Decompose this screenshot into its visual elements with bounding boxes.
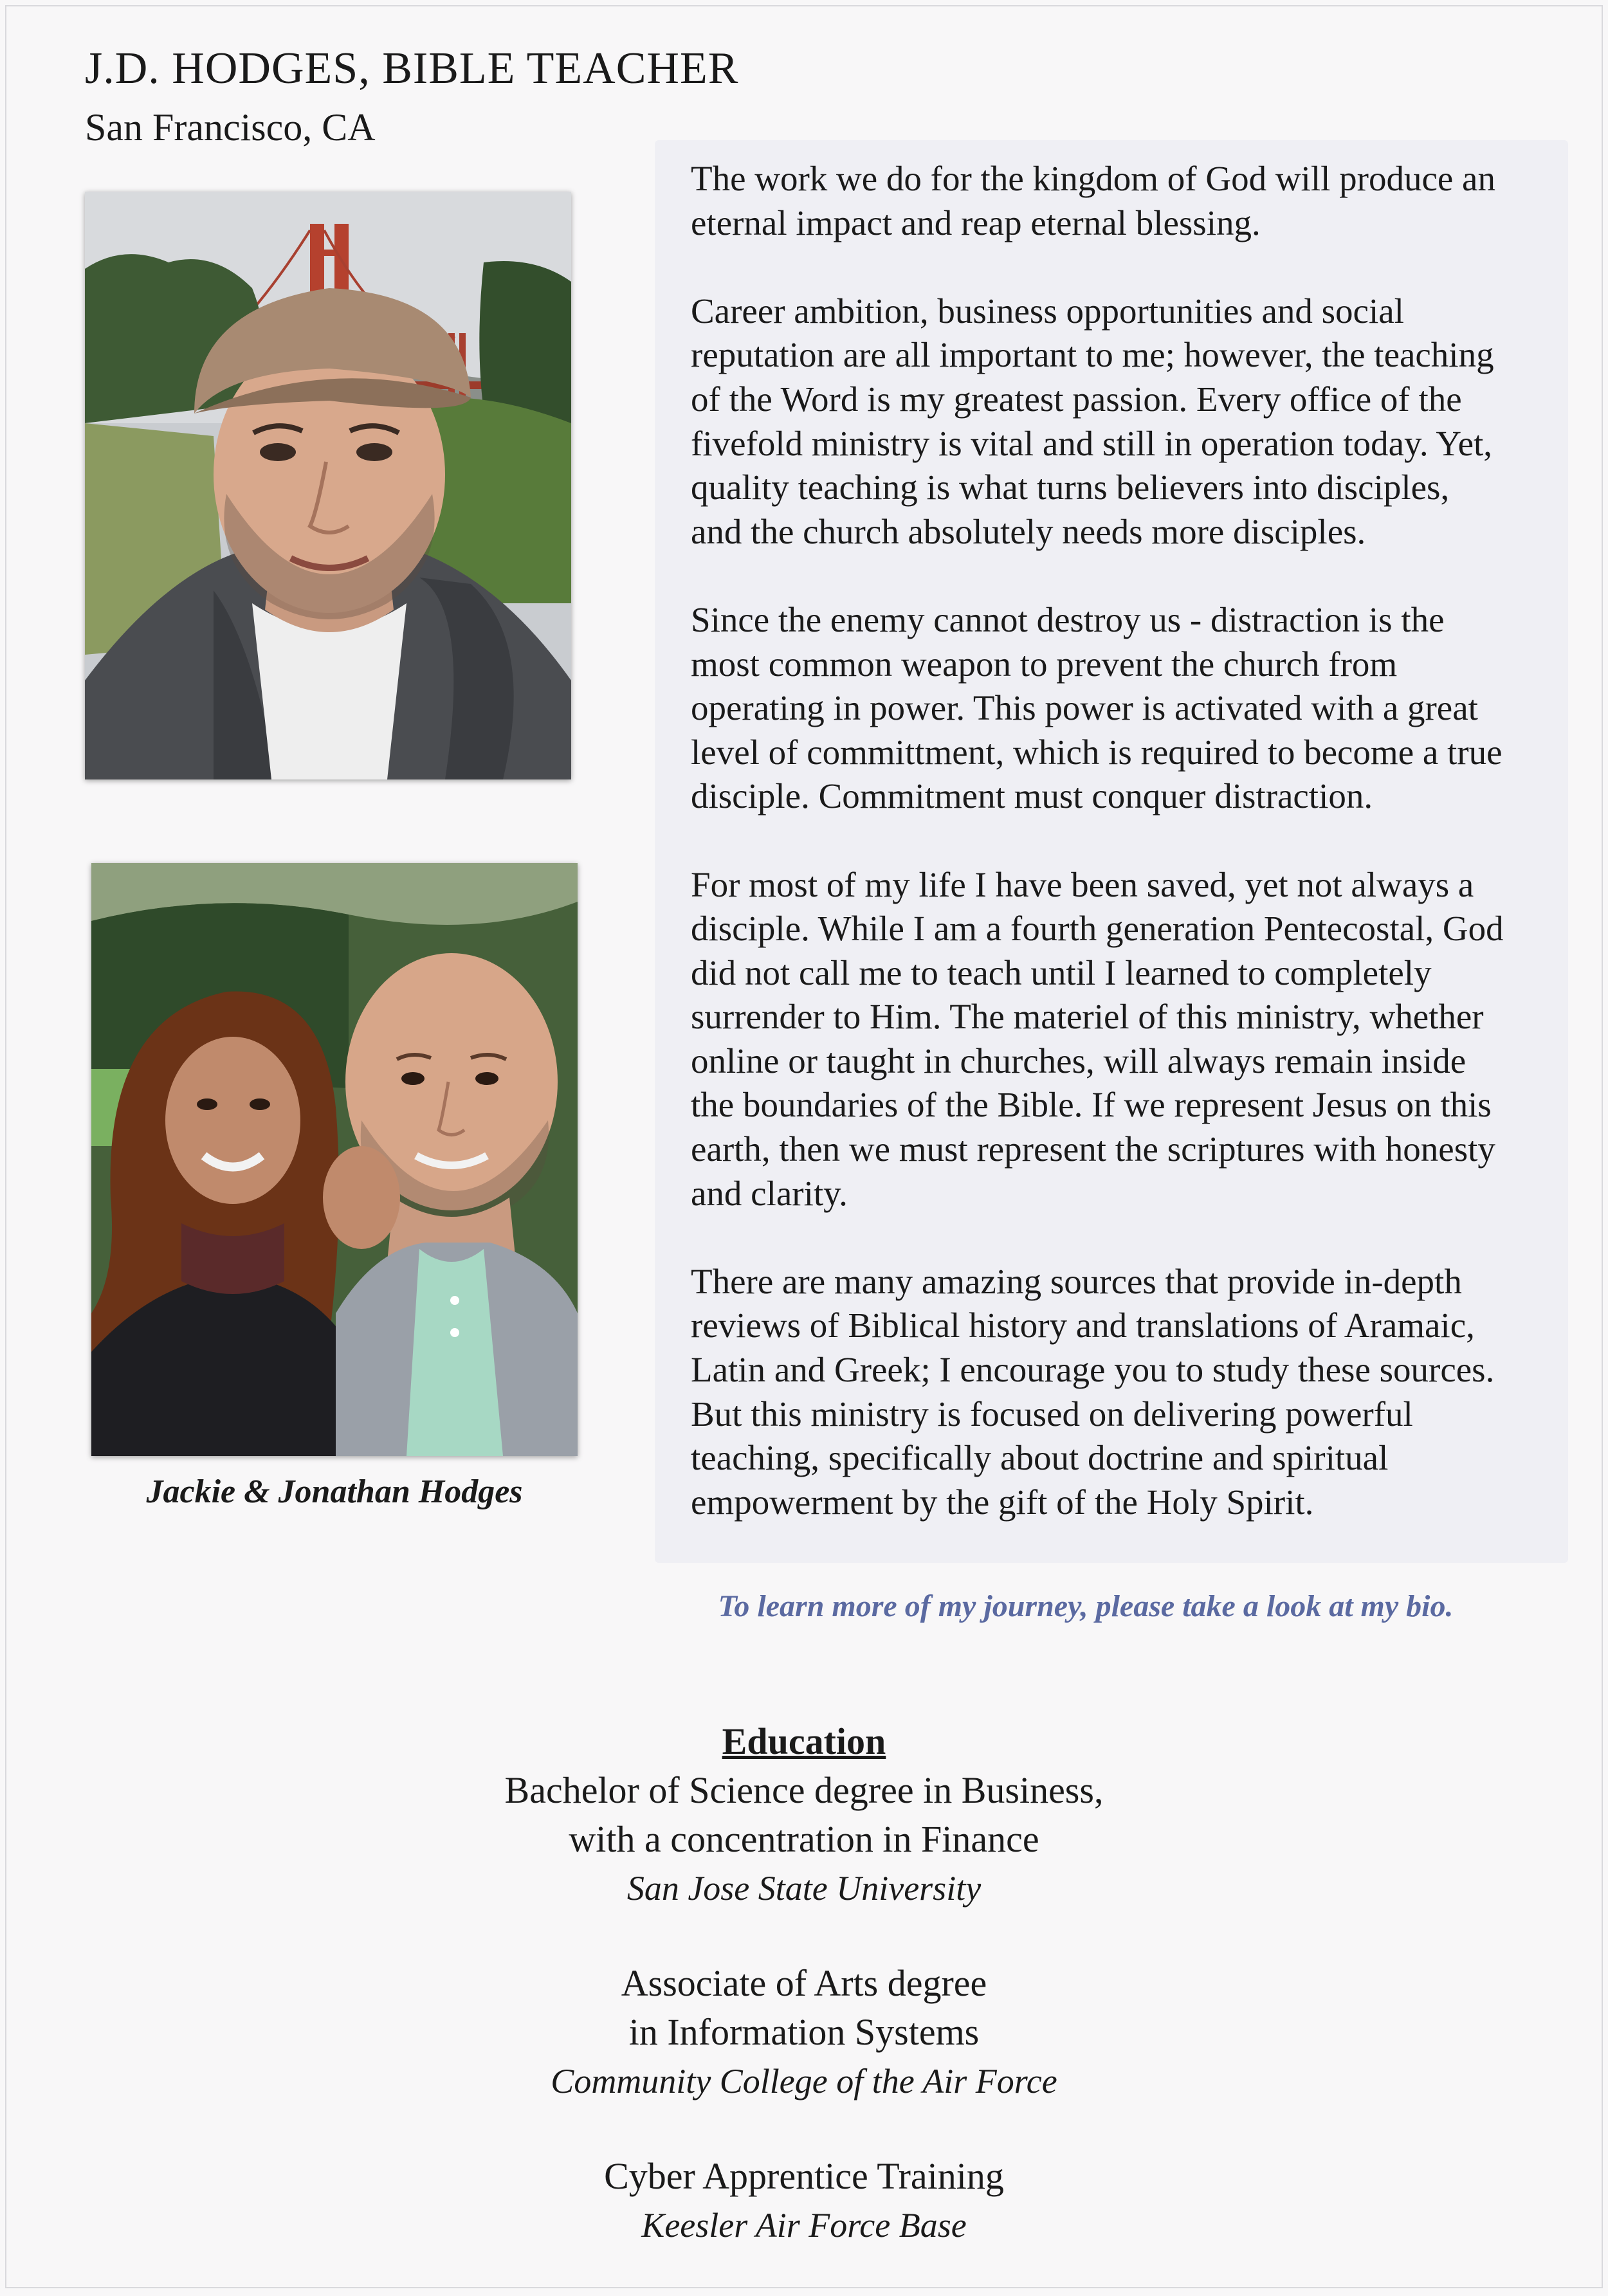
page-title: J.D. HODGES, BIBLE TEACHER [85, 44, 739, 93]
photo-caption: Jackie & Jonathan Hodges [146, 1473, 523, 1510]
education-item-associate [0, 1959, 1608, 2106]
statement-paragraph-2: Career ambition, business opportunities and social reputation are all important to me; however, the teaching of the Word is my greatest passion. Every office of the fivefold ministry is vital and still in operation today. Yet, quality teaching is what turns believers into disciples, and the church absolutely needs more disciples. [691, 291, 1494, 551]
education-degree: Associate of Arts degree in Information Systems [621, 1962, 987, 2053]
portrait-photo [85, 192, 571, 779]
statement-paragraph-3: Since the enemy cannot destroy us - distraction is the most common weapon to prevent the church from operating in power. This power is activated with a great level of committment, which is required to become a true disciple. Commitment must conquer distraction. [691, 599, 1503, 816]
statement-text [691, 157, 1559, 1569]
education-item-cyber [0, 2152, 1608, 2250]
statement-paragraph-5: There are many amazing sources that provide in-depth reviews of Biblical history and translations of Aramaic, Latin and Greek; I encourage you to study these sources. But this ministry is focused on delivering powerful teaching, specifically about doctrine and spiritual empowerment by the gift of the Holy Spirit. [691, 1261, 1495, 1522]
statement-paragraph-4: For most of my life I have been saved, yet not always a disciple. While I am a fourth generation Pentecostal, God did not call me to teach until I learned to completely surrender to Him. The materiel of this ministry, whether online or taught in churches, will always remain inside the boundaries of the Bible. If we represent Jesus on this earth, then we must represent the scriptures with honesty and clarity. [691, 864, 1504, 1213]
education-heading: Education [722, 1720, 886, 1762]
portrait-photo-illustration [85, 192, 571, 779]
statement-paragraph-1: The work we do for the kingdom of God will produce an eternal impact and reap eternal blessing. [691, 159, 1495, 242]
education-item-bachelor [0, 1766, 1608, 1913]
education-school: Keesler Air Force Base [641, 2206, 967, 2245]
location-subtitle: San Francisco, CA [85, 106, 376, 149]
couple-photo [91, 863, 578, 1456]
education-school: Community College of the Air Force [551, 2062, 1057, 2100]
education-school: San Jose State University [626, 1869, 982, 1908]
education-section [0, 1717, 1608, 2296]
education-degree: Bachelor of Science degree in Business, with a concentration in Finance [504, 1769, 1104, 1860]
couple-photo-illustration [91, 863, 578, 1456]
bio-link[interactable]: To learn more of my journey, please take a look at my bio. [718, 1589, 1454, 1623]
education-degree: Cyber Apprentice Training [604, 2155, 1004, 2197]
